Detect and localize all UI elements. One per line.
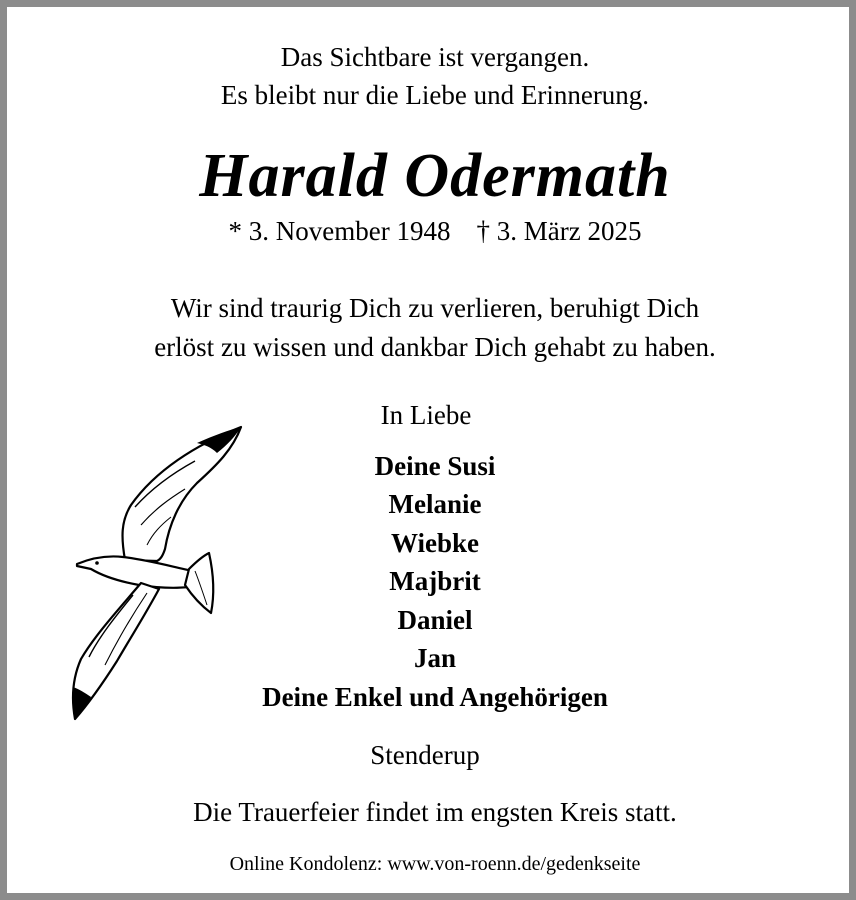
seagull-icon	[69, 421, 251, 725]
mourner-name: Jan	[413, 643, 457, 673]
mourner-name: Deine Enkel und Angehörigen	[262, 682, 608, 712]
motto-line-2: Es bleibt nur die Liebe und Erinnerung.	[220, 80, 650, 110]
deceased-name: Harald Odermath	[199, 142, 671, 210]
death-date: † 3. März 2025	[476, 216, 642, 246]
verse-line-2: erlöst zu wissen und dankbar Dich gehabt zu haben.	[154, 332, 716, 362]
in-love-intro: In Liebe	[380, 400, 472, 430]
verse-line-1: Wir sind traurig Dich zu verlieren, beruhigt Dich	[170, 293, 700, 323]
service-note: Die Trauerfeier findet im engsten Kreis statt.	[193, 797, 677, 827]
place-name: Stenderup	[370, 740, 480, 770]
mourner-name: Melanie	[388, 489, 482, 519]
mourner-name: Wiebke	[390, 528, 479, 558]
mourner-name: Deine Susi	[374, 451, 496, 481]
mourner-name: Majbrit	[389, 566, 481, 596]
motto-line-1: Das Sichtbare ist vergangen.	[280, 42, 590, 72]
life-dates	[7, 216, 856, 247]
mourner-name: Daniel	[397, 605, 473, 635]
birth-date: * 3. November 1948	[228, 216, 451, 246]
online-condolence: Online Kondolenz: www.von-roenn.de/gedenkseite	[229, 853, 641, 875]
